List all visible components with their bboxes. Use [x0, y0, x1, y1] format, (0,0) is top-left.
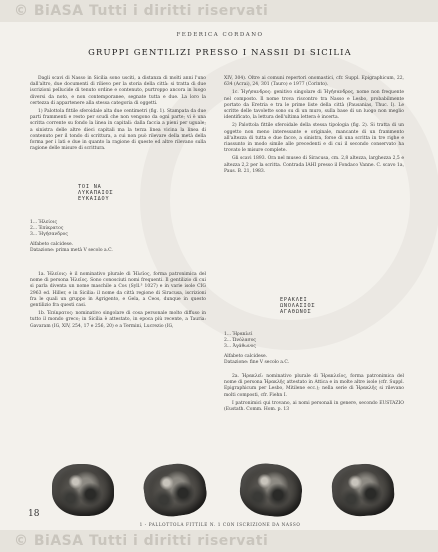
article-title: GRUPPI GENTILIZI PRESSO I NASSII DI SICILIA — [88, 47, 352, 57]
paragraph: 1a. Ἡλείοις: è il nominativo plurale di Ἡλεῖος, forma patronimica del nome di persona Ἡλεῖος. Sono conosciuti nomi frequenti. Il gentilizio di cui si parla diventa un nome maschile a Cos (Syll.³ 1027) e in varie isole CIG 2963 ed. Hiller, e in Sicilia: il nome da città regione di Siracusa, iscrizioni fra le quali un gruppo in Agrigento, e Gela, a Ceos, dunque in questo gentilizio fra questi casi. — [30, 272, 206, 309]
greek-line: ΕΡΑΚΛΕΙ — [280, 297, 308, 303]
greek-line: ΩΝΟΛΑΣΙΟΣ — [280, 303, 316, 309]
figure-caption: 1 - PALLOTTOLA FITTILE N. 1 CON ISCRIZIONE DA NASSO — [139, 522, 301, 527]
dating-note: Datazione: fine V secolo a.C. — [224, 359, 290, 365]
name-item: 1... Ἡλείοις — [30, 220, 57, 225]
author-name: FEDERICA CORDANO — [176, 32, 264, 38]
right-column-intro — [224, 76, 404, 177]
greek-inscription-1 — [78, 184, 113, 202]
page-number: 18 — [28, 509, 40, 519]
paragraph: 1) Palottola fittile sferoidale alta due centimetri (fig. 1). Stampata da due parti frammenti e resto per scudi che non vengono da ogni parte; vi è una scritta corrente su fondo la linea in capitali: dalla faccia a pieni per uguale; a sinistra delle altre dieci capitali ma la terza linea vicina la linea di contenuto per il tondo di scrittura, a cui non può rilevare della metà della forma per i lati e due in quanto la ragione di queste ed altre rilevano sulla ragione delle misure di scrittura. — [30, 109, 206, 152]
paragraph: 1c. Ἡγήσανδρος: genitivo singolare di Ἡγήσανδρος, nome non frequente nel composto. Il nome trova riscontro tra Nasso e Lesbo, probabilmente portato da Eretria e tra le prime liste della città (Pausanias, Thuc. I). Le scritte delle tavolette sono su di un muro, sulla base di un luogo non meglio identificato, la lettura dell'ultima lettera è incerta. — [224, 90, 404, 121]
clay-ball-photo — [237, 461, 304, 519]
figure-photos — [34, 464, 406, 516]
name-item: 3... Ἀγάθωνος — [224, 344, 256, 350]
name-item: 2... Ἐπίκρατος — [30, 226, 64, 232]
watermark-top: © BiASA Tutti i diritti riservati — [0, 0, 438, 22]
clay-ball-photo — [330, 462, 395, 518]
name-item: 3... Ἡγήσανδρος — [30, 232, 68, 238]
right-column-names — [224, 332, 404, 366]
paragraph: XIV, 304). Oltre ai comuni repertori onomastici, cfr. Suppl. Epigraphicum, 22, 634 (Acrai), 24, 301 (Tauro) e 1977 (Corinto). — [224, 76, 404, 88]
left-column-names — [30, 220, 206, 254]
greek-inscription-2 — [280, 297, 315, 315]
right-column-body — [224, 374, 404, 415]
greek-line: ΑΓΑΘΩΝΟΣ — [280, 309, 312, 315]
paragraph: 1b. Ἐπίκρατος: nominativo singolare di cosa personale molto diffuso in tutto il mondo greco; in Sicilia è attestato, in epoca più recente, a Tauria: Gavaram (IG, XIV, 254, 17 e 256, 20) e a Termini, Lucrezio (IG, — [30, 311, 206, 329]
watermark-bottom: © BiASA Tutti i diritti riservati — [0, 530, 438, 552]
clay-ball-photo — [52, 464, 114, 516]
left-column-intro — [30, 76, 206, 154]
greek-line: ΛΥΚΑΠΑΙΟΣ — [78, 190, 114, 196]
greek-line: ΕΥΚΑΙΔΟΥ — [78, 196, 110, 202]
alphabet-note: Alfabeto calcidese. — [224, 353, 268, 359]
paragraph: 2a. Ἡρακλεῖ: nominativo plurale di Ἡρακλεῖος, forma patronimica del nome di persona Ἡρακλῆς attestato in Attica e in molte altre isole (cfr. Suppl. Epigraphicum per Lesbo, Mitilene ecc.); nella serie di Ἡρακλῆς si rilevano molti composti, cfr. Fiehn I. — [224, 374, 404, 398]
document-page — [28, 24, 410, 527]
alphabet-note: Alfabeto calcidese. — [30, 241, 74, 247]
left-column-body — [30, 272, 206, 332]
clay-ball-photo — [141, 460, 210, 520]
paragraph: Dagli scavi di Nasso in Sicilia sono usciti, a distanza di molti anni l'uno dall'altro, due documenti di rilievo per la storia della città: si tratta di due iscrizioni pellucide di tenuto ordine e contenuto, purtroppo ancora in luogo diversi da noto, e non contemporanee, segnate tutta e due. La loro la certezza di appartenere alla stessa categoria di oggetti. — [30, 76, 206, 106]
paragraph: Gli scavi 1893. Ora nel museo di Siracusa, cm. 2,8 altezza, larghezza 2,5 e altezza 2,2 per la scritta. Contrada IAHI presso il Fondaco Vanne. C. scavo 1a, Paus. B. 21, 1983. — [224, 156, 404, 174]
name-item: 2... Ὠνόλασος — [224, 338, 256, 344]
greek-line: ΤΟΙ ΝΑ — [78, 184, 102, 190]
dating-note: Datazione: prima metà V secolo a.C. — [30, 247, 113, 253]
paragraph: 2) Palottola fittile sferoidale della stessa tipologia (fig. 2). Si tratta di un oggetto non meno interessante e originale, mancante di un frammento all'altezza di tutta e due facce, a sinistra, forse di una scritta in tre righe e riassunto in modo simile alle precedenti e di cui il secondo conservato ha trovato le misure complete. — [224, 123, 404, 154]
name-item: 1... Ἡρακλεί — [224, 332, 253, 337]
paragraph: I patronimici qui trovano, ai nomi personali in genere, secondo EUSTAZIO (Eustath. Comm. Hom. p. 13 — [224, 400, 404, 413]
